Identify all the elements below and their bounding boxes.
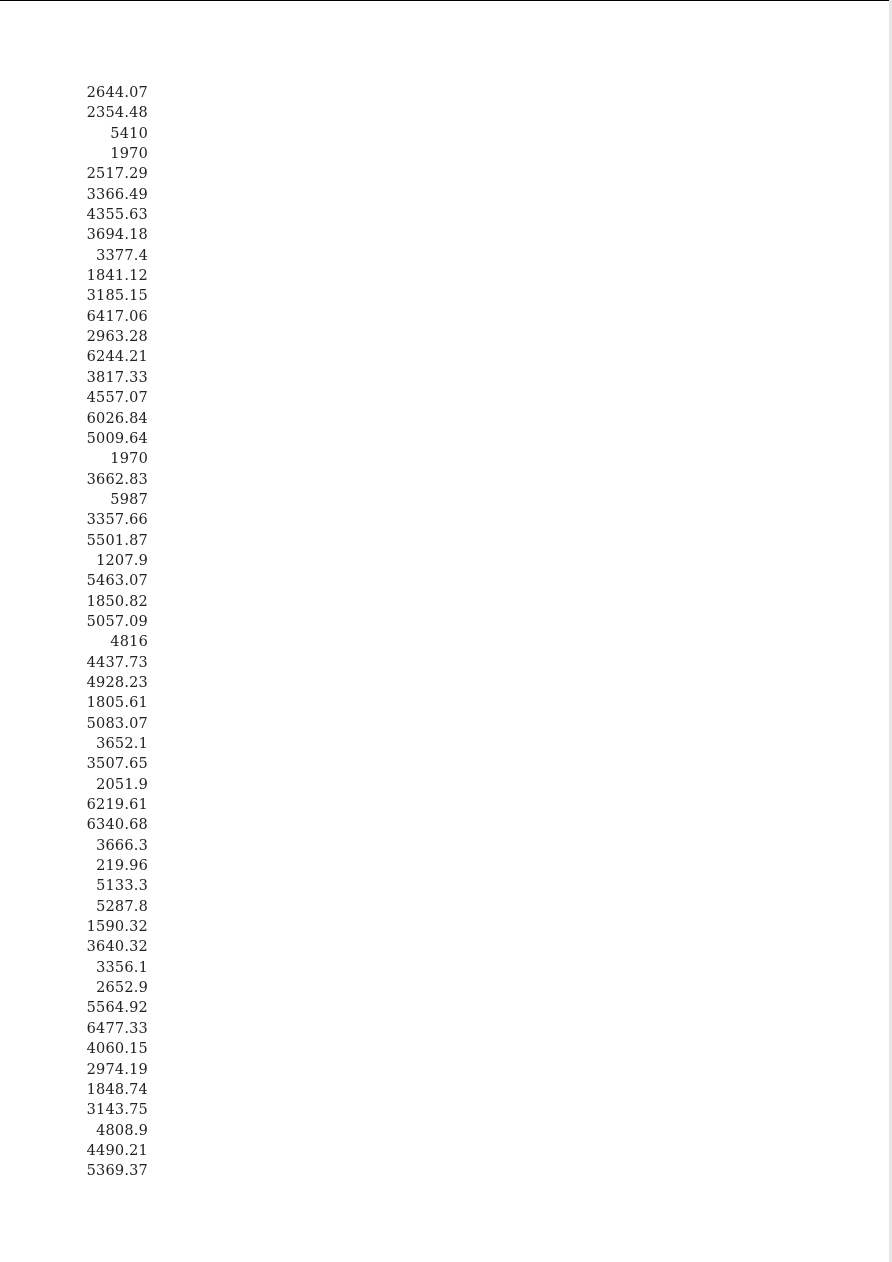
value-cell: 2644.07 bbox=[86, 85, 148, 101]
value-cell: 3817.33 bbox=[86, 369, 148, 386]
value-cell: 1841.12 bbox=[86, 268, 148, 285]
value-cell: 4060.15 bbox=[86, 1041, 148, 1058]
value-cell: 3143.75 bbox=[86, 1102, 148, 1119]
value-cell: 3507.65 bbox=[86, 756, 148, 773]
value-cell: 3694.18 bbox=[86, 227, 148, 244]
value-cell: 3356.1 bbox=[96, 959, 148, 976]
value-cell: 3662.83 bbox=[86, 471, 148, 488]
value-cell: 2354.48 bbox=[86, 105, 148, 122]
value-cell: 5083.07 bbox=[86, 715, 148, 732]
value-cell: 5057.09 bbox=[86, 613, 148, 630]
value-cell: 2652.9 bbox=[96, 980, 148, 997]
value-column bbox=[60, 83, 148, 1182]
value-cell: 5287.8 bbox=[96, 898, 148, 915]
value-cell: 5369.37 bbox=[86, 1163, 148, 1180]
value-cell: 1207.9 bbox=[96, 552, 148, 569]
value-cell: 4355.63 bbox=[86, 207, 148, 224]
value-cell: 3652.1 bbox=[96, 736, 148, 752]
value-cell: 6417.06 bbox=[86, 308, 148, 325]
value-cell: 2051.9 bbox=[96, 776, 148, 793]
value-cell: 3357.66 bbox=[86, 512, 148, 529]
value-cell: 1590.32 bbox=[86, 919, 148, 936]
value-cell: 4490.21 bbox=[86, 1142, 148, 1159]
value-cell: 5463.07 bbox=[86, 573, 148, 590]
page-top-border bbox=[0, 0, 892, 1]
value-cell: 1805.61 bbox=[86, 695, 148, 712]
value-cell: 4437.73 bbox=[86, 654, 148, 671]
value-cell: 4816 bbox=[110, 634, 148, 651]
value-cell: 3185.15 bbox=[86, 288, 148, 305]
value-cell: 6219.61 bbox=[86, 797, 148, 814]
value-cell: 2963.28 bbox=[86, 329, 148, 346]
value-cell: 5564.92 bbox=[86, 1000, 148, 1017]
value-cell: 5501.87 bbox=[86, 532, 148, 549]
value-cell: 3666.3 bbox=[96, 837, 148, 854]
value-cell: 4928.23 bbox=[86, 674, 148, 691]
value-cell: 5133.3 bbox=[96, 878, 148, 895]
value-cell: 5009.64 bbox=[86, 430, 148, 447]
value-cell: 2974.19 bbox=[86, 1061, 148, 1078]
value-cell: 3377.4 bbox=[96, 247, 148, 264]
value-cell: 219.96 bbox=[96, 858, 148, 875]
value-cell: 1850.82 bbox=[86, 593, 148, 610]
value-cell: 6244.21 bbox=[86, 349, 148, 366]
value-cell: 4557.07 bbox=[86, 390, 148, 407]
value-cell: 4808.9 bbox=[96, 1122, 148, 1139]
value-cell: 3640.32 bbox=[86, 939, 148, 956]
value-cell: 3366.49 bbox=[86, 186, 148, 203]
value-cell: 6340.68 bbox=[86, 817, 148, 834]
value-cell: 5987 bbox=[110, 491, 148, 508]
value-cell: 6477.33 bbox=[86, 1020, 148, 1037]
value-cell: 2517.29 bbox=[86, 166, 148, 183]
value-cell: 6026.84 bbox=[86, 410, 148, 427]
value-cell: 1970 bbox=[110, 451, 148, 468]
value-cell: 5410 bbox=[110, 125, 148, 142]
value-cell: 1970 bbox=[110, 146, 148, 163]
value-cell: 1848.74 bbox=[86, 1081, 148, 1098]
